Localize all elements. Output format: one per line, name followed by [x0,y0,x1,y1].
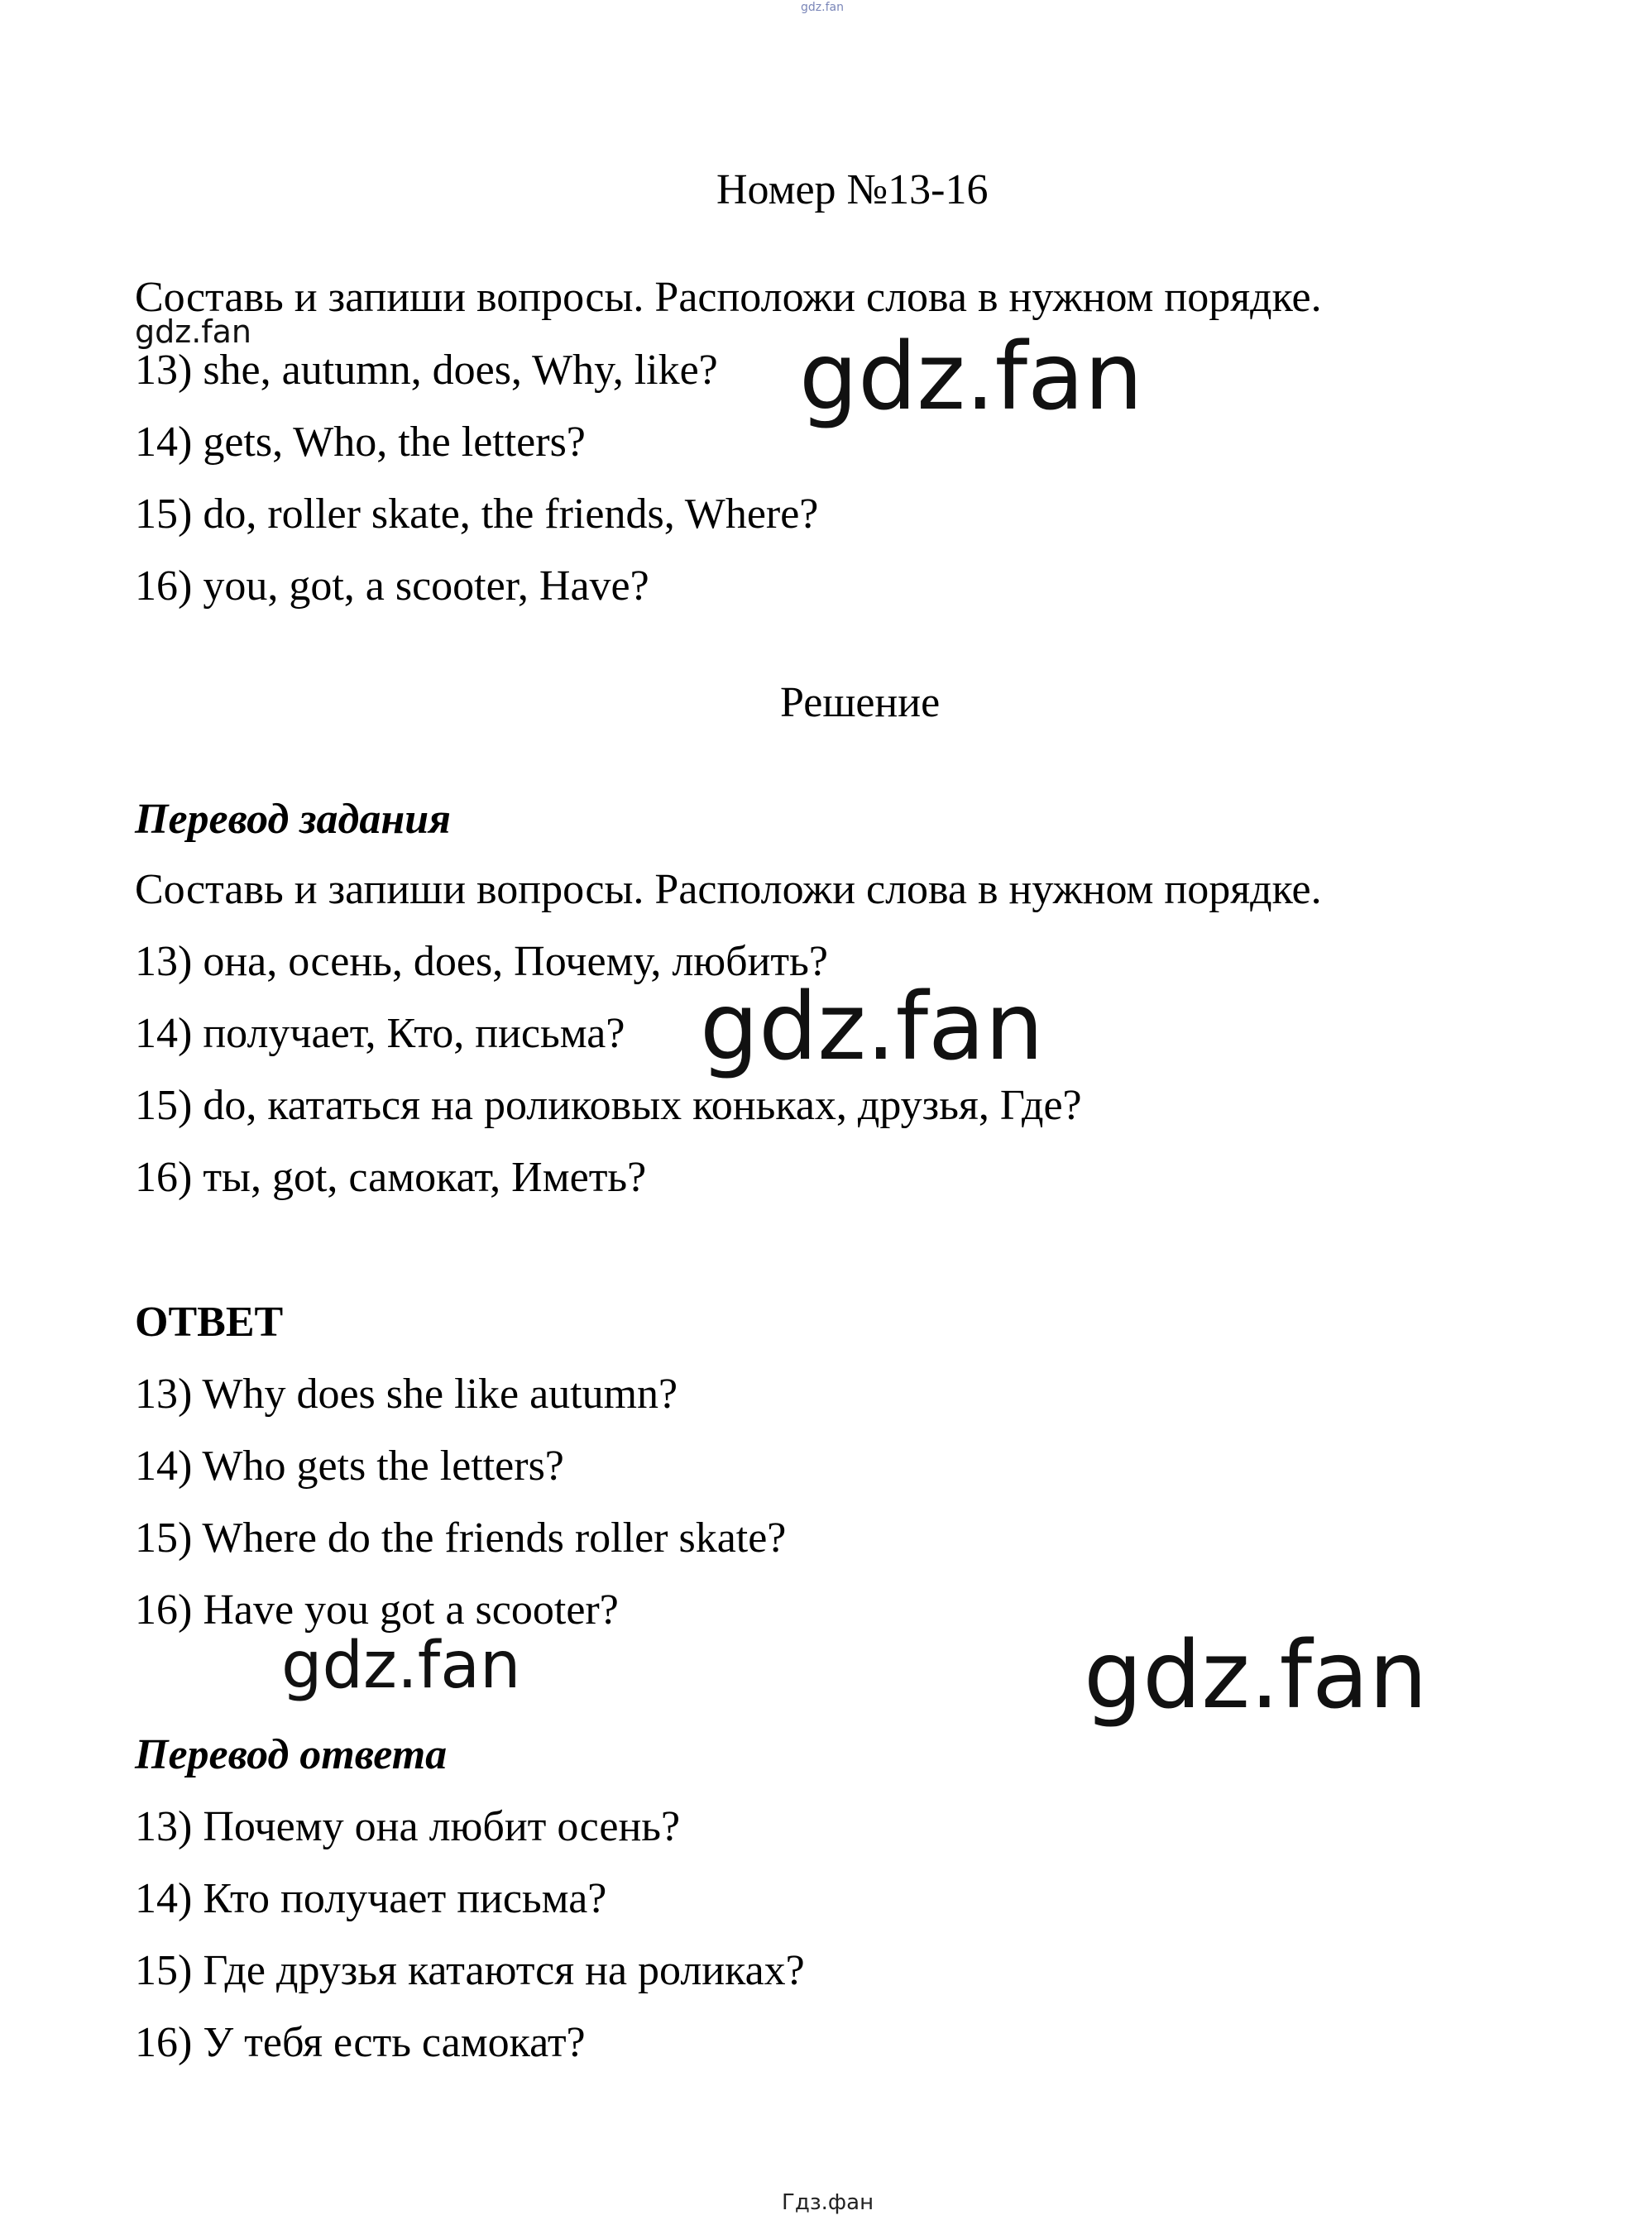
task-translation-heading: Перевод задания [135,796,451,843]
task-item: 16) you, got, a scooter, Have? [135,562,649,610]
header-watermark: gdz.fan [801,1,844,14]
footer-watermark: Гдз.фан [782,2190,874,2215]
answer-translation-item: 15) Где друзья катаются на роликах? [135,1947,805,1994]
answer-item: 15) Where do the friends roller skate? [135,1514,787,1562]
answer-item: 14) Who gets the letters? [135,1443,564,1490]
task-translation-item: 16) ты, got, самокат, Иметь? [135,1154,647,1201]
task-item: 14) gets, Who, the letters? [135,419,586,466]
answer-translation-item: 14) Кто получает письма? [135,1875,607,1922]
task-translation-item: 15) do, кататься на роликовых коньках, друзья, Где? [135,1082,1082,1129]
task-translation-item: 14) получает, Кто, письма? [135,1010,625,1057]
answer-heading: ОТВЕТ [135,1299,284,1346]
task-item: 15) do, roller skate, the friends, Where? [135,490,819,538]
watermark: gdz.fan [1084,1622,1428,1730]
task-instruction: Составь и запиши вопросы. Расположи слова в нужном порядке. [135,274,1322,321]
task-translation-instruction: Составь и запиши вопросы. Расположи слова в нужном порядке. [135,866,1322,913]
page-title: Номер №13-16 [716,166,989,213]
answer-item: 16) Have you got a scooter? [135,1586,619,1634]
watermark: gdz.fan [281,1629,521,1703]
watermark: gdz.fan [700,974,1044,1081]
task-item: 13) she, autumn, does, Why, like? [135,347,718,394]
answer-translation-heading: Перевод ответа [135,1731,448,1778]
watermark: gdz.fan [135,313,252,350]
task-translation-item: 13) она, осень, does, Почему, любить? [135,938,828,985]
answer-translation-item: 13) Почему она любит осень? [135,1803,681,1850]
solution-label: Решение [780,679,941,726]
watermark: gdz.fan [799,323,1143,431]
answer-translation-item: 16) У тебя есть самокат? [135,2019,586,2066]
answer-item: 13) Why does she like autumn? [135,1371,678,1418]
